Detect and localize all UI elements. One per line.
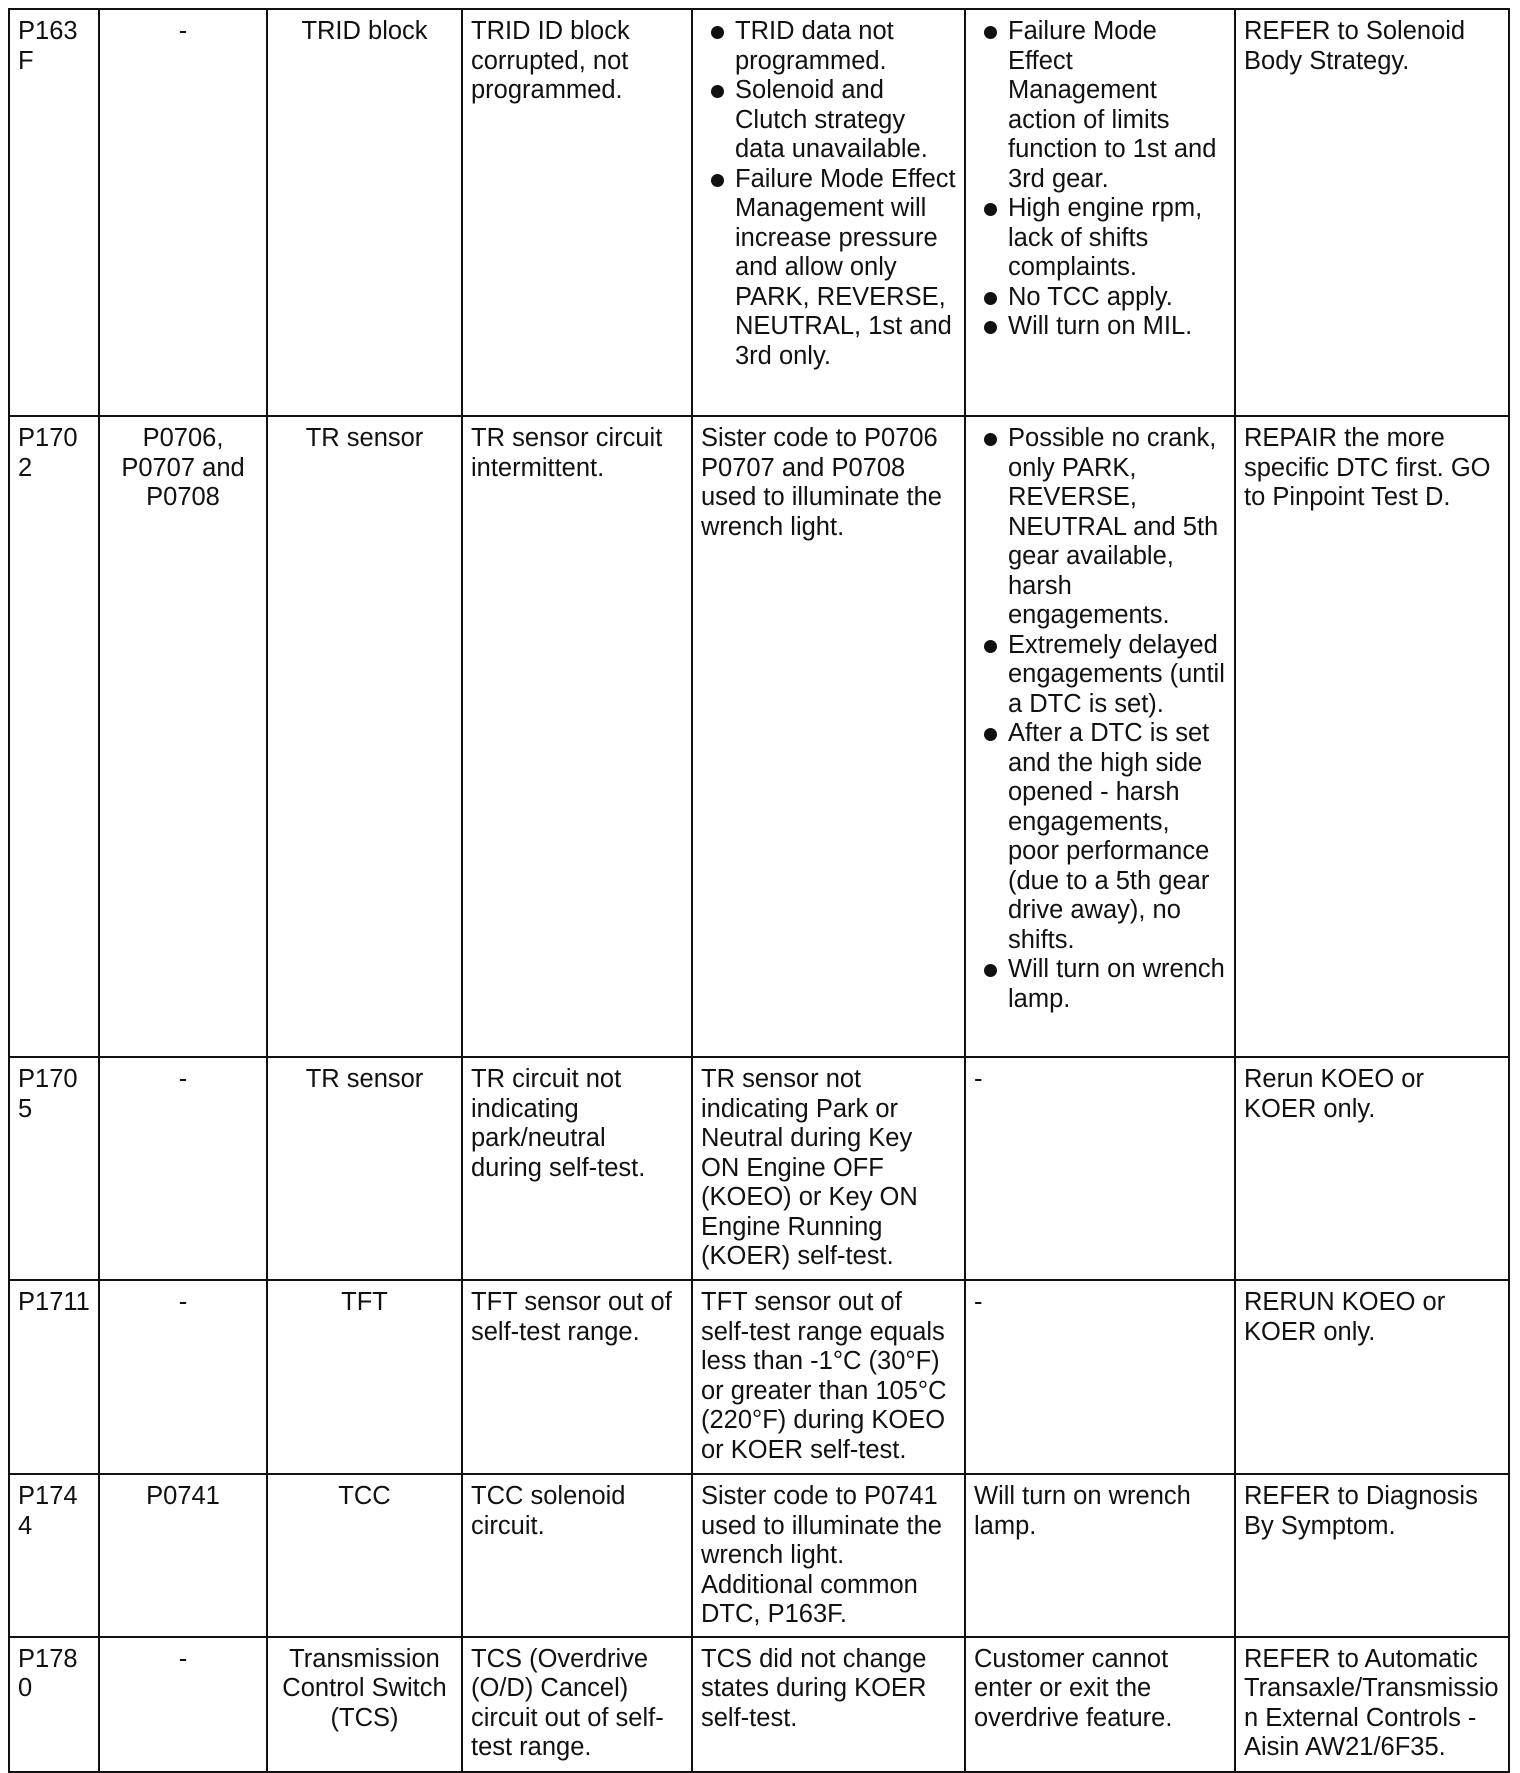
list-item: Solenoid and Clutch strategy data unavailable. [701, 76, 956, 165]
bullet-icon [711, 174, 724, 187]
symptom-cell: - [965, 1057, 1235, 1280]
description-cell: TRID ID block corrupted, not programmed. [462, 9, 692, 416]
symptom-cell: - [965, 1280, 1235, 1474]
table-row [9, 1057, 1509, 1280]
table-row [9, 9, 1509, 416]
description-cell: TCS (Overdrive (O/D) Cancel) circuit out of self-test range. [462, 1637, 692, 1772]
condition-cell: TR sensor not indicating Park or Neutral during Key ON Engine OFF (KOEO) or Key ON Engine Running (KOER) self-test. [692, 1057, 965, 1280]
action-cell: REPAIR the more specific DTC first. GO to Pinpoint Test D. [1235, 416, 1509, 1057]
condition-cell: TFT sensor out of self-test range equals less than -1°C (30°F) or greater than 105°C (220°F) during KOEO or KOER self-test. [692, 1280, 965, 1474]
component-cell: Transmission Control Switch (TCS) [267, 1637, 462, 1772]
table-row [9, 416, 1509, 1057]
bullet-icon [984, 321, 997, 334]
description-cell: TFT sensor out of self-test range. [462, 1280, 692, 1474]
table-row [9, 1637, 1509, 1772]
bullet-icon [711, 26, 724, 39]
condition-cell: Sister code to P0741 used to illuminate the wrench light. Additional common DTC, P163F. [692, 1474, 965, 1637]
condition-cell: Sister code to P0706 P0707 and P0708 used to illuminate the wrench light. [692, 416, 965, 1057]
bullet-icon [984, 433, 997, 446]
dtc-code-cell: P1705 [9, 1057, 99, 1280]
action-cell: Rerun KOEO or KOER only. [1235, 1057, 1509, 1280]
description-cell: TCC solenoid circuit. [462, 1474, 692, 1637]
related-dtc-cell: - [99, 9, 267, 416]
list-item: TRID data not programmed. [701, 17, 956, 76]
bullet-icon [984, 203, 997, 216]
component-cell: TR sensor [267, 416, 462, 1057]
list-item: High engine rpm, lack of shifts complaints. [974, 194, 1226, 283]
bullet-icon [984, 292, 997, 305]
list-item: Failure Mode Effect Management will increase pressure and allow only PARK, REVERSE, NEUTRAL, 1st and 3rd only. [701, 165, 956, 372]
description-cell: TR circuit not indicating park/neutral during self-test. [462, 1057, 692, 1280]
related-dtc-cell: P0706, P0707 and P0708 [99, 416, 267, 1057]
description-cell: TR sensor circuit intermittent. [462, 416, 692, 1057]
action-cell: REFER to Automatic Transaxle/Transmission External Controls - Aisin AW21/6F35. [1235, 1637, 1509, 1772]
action-cell: REFER to Diagnosis By Symptom. [1235, 1474, 1509, 1637]
component-cell: TRID block [267, 9, 462, 416]
list-item: After a DTC is set and the high side opened - harsh engagements, poor performance (due to a 5th gear drive away), no shifts. [974, 719, 1226, 955]
component-cell: TFT [267, 1280, 462, 1474]
list-item: Will turn on MIL. [974, 312, 1226, 342]
action-cell: REFER to Solenoid Body Strategy. [1235, 9, 1509, 416]
symptom-list [974, 424, 1226, 1014]
component-cell: TCC [267, 1474, 462, 1637]
dtc-code-cell: P1780 [9, 1637, 99, 1772]
condition-list [701, 17, 956, 371]
list-item: Failure Mode Effect Management action of limits function to 1st and 3rd gear. [974, 17, 1226, 194]
related-dtc-cell: - [99, 1637, 267, 1772]
related-dtc-cell: - [99, 1280, 267, 1474]
condition-cell [692, 9, 965, 416]
related-dtc-cell: P0741 [99, 1474, 267, 1637]
symptom-cell [965, 416, 1235, 1057]
action-cell: RERUN KOEO or KOER only. [1235, 1280, 1509, 1474]
bullet-icon [984, 728, 997, 741]
symptom-cell: Will turn on wrench lamp. [965, 1474, 1235, 1637]
table-row [9, 1280, 1509, 1474]
list-item: Possible no crank, only PARK, REVERSE, NEUTRAL and 5th gear available, harsh engagements. [974, 424, 1226, 631]
bullet-icon [711, 85, 724, 98]
bullet-icon [984, 640, 997, 653]
symptom-list [974, 17, 1226, 342]
dtc-code-cell: P1744 [9, 1474, 99, 1637]
dtc-code-cell: P1702 [9, 416, 99, 1057]
symptom-cell: Customer cannot enter or exit the overdrive feature. [965, 1637, 1235, 1772]
component-cell: TR sensor [267, 1057, 462, 1280]
condition-cell: TCS did not change states during KOER self-test. [692, 1637, 965, 1772]
bullet-icon [984, 964, 997, 977]
list-item: Will turn on wrench lamp. [974, 955, 1226, 1014]
related-dtc-cell: - [99, 1057, 267, 1280]
list-item: No TCC apply. [974, 283, 1226, 313]
table-row [9, 1474, 1509, 1637]
symptom-cell [965, 9, 1235, 416]
dtc-table [8, 8, 1510, 1773]
list-item: Extremely delayed engagements (until a DTC is set). [974, 631, 1226, 720]
dtc-code-cell: P1711 [9, 1280, 99, 1474]
bullet-icon [984, 26, 997, 39]
dtc-code-cell: P163F [9, 9, 99, 416]
